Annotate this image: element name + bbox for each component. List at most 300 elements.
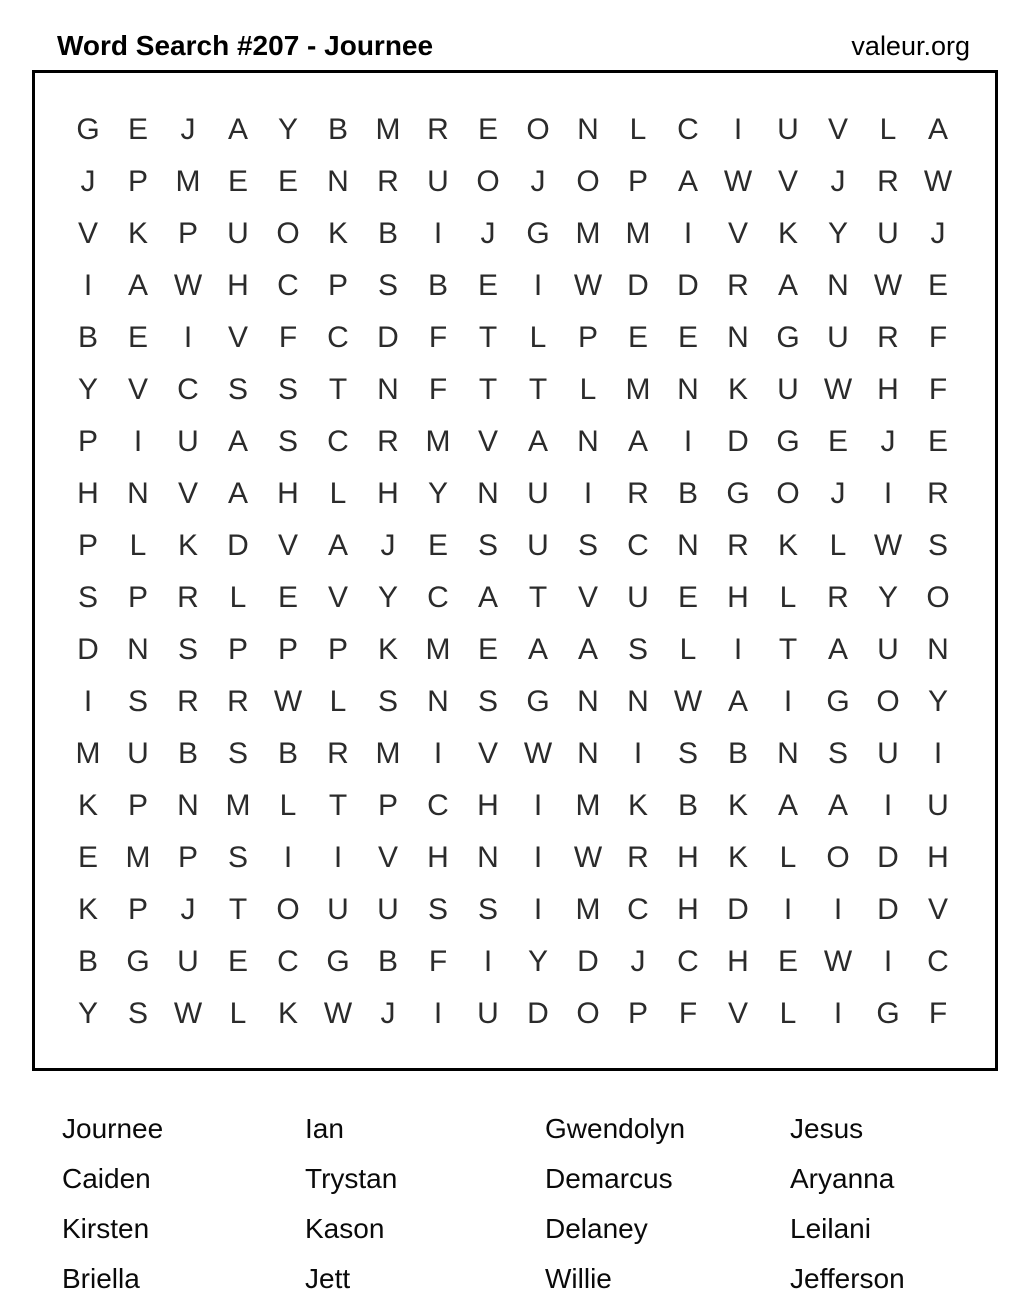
grid-cell[interactable]: P (627, 165, 648, 198)
grid-cell[interactable]: S (277, 373, 298, 406)
grid-cell[interactable]: W (923, 165, 953, 198)
grid-cell[interactable]: A (827, 633, 848, 666)
grid-cell[interactable]: D (877, 841, 899, 874)
grid-cell[interactable]: B (277, 737, 298, 770)
grid-cell[interactable]: K (377, 633, 398, 666)
grid-cell[interactable]: L (879, 113, 897, 146)
grid-cell[interactable]: H (727, 945, 749, 978)
grid-cell[interactable]: L (829, 529, 847, 562)
grid-cell[interactable]: G (526, 685, 550, 718)
grid-cell[interactable]: A (777, 269, 798, 302)
grid-cell[interactable]: R (877, 321, 899, 354)
grid-cell[interactable]: V (827, 113, 848, 146)
grid-cell[interactable]: K (727, 841, 748, 874)
grid-cell[interactable]: C (327, 321, 349, 354)
grid-cell[interactable]: I (533, 789, 543, 822)
grid-cell[interactable]: T (328, 789, 348, 822)
grid-cell[interactable]: P (327, 269, 348, 302)
grid-cell[interactable]: W (573, 841, 603, 874)
grid-cell[interactable]: I (533, 893, 543, 926)
grid-cell[interactable]: U (377, 893, 399, 926)
grid-cell[interactable]: L (529, 321, 547, 354)
grid-cell[interactable]: C (277, 269, 299, 302)
grid-cell[interactable]: N (477, 477, 499, 510)
grid-cell[interactable]: N (177, 789, 199, 822)
grid-cell[interactable]: R (377, 425, 399, 458)
grid-cell[interactable]: E (777, 945, 798, 978)
grid-cell[interactable]: P (127, 893, 148, 926)
grid-cell[interactable]: I (333, 841, 343, 874)
grid-cell[interactable]: R (877, 165, 899, 198)
grid-cell[interactable]: A (227, 425, 248, 458)
grid-cell[interactable]: I (883, 789, 893, 822)
grid-cell[interactable]: C (677, 113, 699, 146)
grid-cell[interactable]: F (278, 321, 298, 354)
grid-cell[interactable]: Y (827, 217, 848, 250)
grid-cell[interactable]: S (927, 529, 948, 562)
grid-cell[interactable]: U (777, 113, 799, 146)
grid-cell[interactable]: O (276, 217, 300, 250)
grid-cell[interactable]: V (227, 321, 248, 354)
grid-cell[interactable]: M (425, 633, 451, 666)
grid-cell[interactable]: K (77, 789, 98, 822)
grid-cell[interactable]: B (377, 945, 398, 978)
grid-cell[interactable]: I (733, 633, 743, 666)
grid-cell[interactable]: V (327, 581, 348, 614)
grid-cell[interactable]: S (227, 373, 248, 406)
grid-cell[interactable]: N (427, 685, 449, 718)
grid-cell[interactable]: M (75, 737, 101, 770)
grid-cell[interactable]: F (928, 373, 948, 406)
grid-cell[interactable]: A (527, 633, 548, 666)
grid-cell[interactable]: A (227, 113, 248, 146)
grid-cell[interactable]: N (927, 633, 949, 666)
grid-cell[interactable]: E (477, 113, 498, 146)
grid-cell[interactable]: I (533, 269, 543, 302)
grid-cell[interactable]: P (277, 633, 298, 666)
grid-cell[interactable]: J (630, 945, 646, 978)
grid-cell[interactable]: J (830, 477, 846, 510)
grid-cell[interactable]: S (127, 997, 148, 1030)
grid-cell[interactable]: R (627, 841, 649, 874)
grid-cell[interactable]: K (277, 997, 298, 1030)
grid-cell[interactable]: N (777, 737, 799, 770)
grid-cell[interactable]: P (177, 841, 198, 874)
grid-cell[interactable]: T (328, 373, 348, 406)
grid-cell[interactable]: D (727, 893, 749, 926)
grid-cell[interactable]: O (476, 165, 500, 198)
grid-cell[interactable]: A (327, 529, 348, 562)
grid-cell[interactable]: P (77, 529, 98, 562)
grid-cell[interactable]: E (127, 113, 148, 146)
grid-cell[interactable]: S (477, 685, 498, 718)
grid-cell[interactable]: U (527, 477, 549, 510)
grid-cell[interactable]: L (779, 581, 797, 614)
grid-cell[interactable]: O (826, 841, 850, 874)
grid-cell[interactable]: S (427, 893, 448, 926)
grid-cell[interactable]: I (83, 685, 93, 718)
grid-cell[interactable]: H (77, 477, 99, 510)
grid-cell[interactable]: N (677, 373, 699, 406)
grid-cell[interactable]: A (727, 685, 748, 718)
grid-cell[interactable]: G (126, 945, 150, 978)
grid-cell[interactable]: I (433, 737, 443, 770)
grid-cell[interactable]: S (77, 581, 98, 614)
grid-cell[interactable]: W (673, 685, 703, 718)
grid-cell[interactable]: J (530, 165, 546, 198)
grid-cell[interactable]: N (627, 685, 649, 718)
grid-cell[interactable]: F (928, 321, 948, 354)
grid-cell[interactable]: O (576, 165, 600, 198)
grid-cell[interactable]: H (927, 841, 949, 874)
grid-cell[interactable]: M (575, 789, 601, 822)
grid-cell[interactable]: Y (77, 997, 98, 1030)
grid-cell[interactable]: I (833, 893, 843, 926)
grid-cell[interactable]: S (377, 269, 398, 302)
grid-cell[interactable]: G (76, 113, 100, 146)
grid-cell[interactable]: O (926, 581, 950, 614)
grid-cell[interactable]: U (227, 217, 249, 250)
grid-cell[interactable]: M (575, 893, 601, 926)
grid-cell[interactable]: C (327, 425, 349, 458)
grid-cell[interactable]: A (227, 477, 248, 510)
grid-cell[interactable]: A (627, 425, 648, 458)
grid-cell[interactable]: P (77, 425, 98, 458)
grid-cell[interactable]: V (927, 893, 948, 926)
grid-cell[interactable]: N (577, 685, 599, 718)
grid-cell[interactable]: W (873, 269, 903, 302)
grid-cell[interactable]: N (377, 373, 399, 406)
grid-cell[interactable]: K (627, 789, 648, 822)
grid-cell[interactable]: K (777, 529, 798, 562)
grid-cell[interactable]: D (677, 269, 699, 302)
grid-cell[interactable]: G (876, 997, 900, 1030)
grid-cell[interactable]: E (227, 945, 248, 978)
grid-cell[interactable]: I (933, 737, 943, 770)
grid-cell[interactable]: L (279, 789, 297, 822)
grid-cell[interactable]: Y (77, 373, 98, 406)
grid-cell[interactable]: U (877, 737, 899, 770)
grid-cell[interactable]: M (225, 789, 251, 822)
grid-cell[interactable]: C (427, 789, 449, 822)
grid-cell[interactable]: R (827, 581, 849, 614)
grid-cell[interactable]: D (577, 945, 599, 978)
grid-cell[interactable]: A (777, 789, 798, 822)
grid-cell[interactable]: P (577, 321, 598, 354)
grid-cell[interactable]: L (779, 841, 797, 874)
grid-cell[interactable]: L (229, 997, 247, 1030)
grid-cell[interactable]: J (80, 165, 96, 198)
grid-cell[interactable]: C (177, 373, 199, 406)
grid-cell[interactable]: S (477, 529, 498, 562)
grid-cell[interactable]: Y (877, 581, 898, 614)
grid-cell[interactable]: C (677, 945, 699, 978)
grid-cell[interactable]: H (677, 841, 699, 874)
grid-cell[interactable]: R (327, 737, 349, 770)
grid-cell[interactable]: I (883, 477, 893, 510)
grid-cell[interactable]: E (627, 321, 648, 354)
grid-cell[interactable]: V (127, 373, 148, 406)
grid-cell[interactable]: V (477, 737, 498, 770)
grid-cell[interactable]: K (727, 373, 748, 406)
grid-cell[interactable]: C (927, 945, 949, 978)
grid-cell[interactable]: H (377, 477, 399, 510)
grid-cell[interactable]: J (380, 997, 396, 1030)
grid-cell[interactable]: V (577, 581, 598, 614)
grid-cell[interactable]: D (77, 633, 99, 666)
grid-cell[interactable]: I (783, 893, 793, 926)
grid-cell[interactable]: S (377, 685, 398, 718)
grid-cell[interactable]: U (777, 373, 799, 406)
grid-cell[interactable]: L (129, 529, 147, 562)
grid-cell[interactable]: C (427, 581, 449, 614)
grid-cell[interactable]: E (677, 321, 698, 354)
grid-cell[interactable]: R (727, 269, 749, 302)
grid-cell[interactable]: B (327, 113, 348, 146)
grid-cell[interactable]: I (433, 997, 443, 1030)
grid-cell[interactable]: U (477, 997, 499, 1030)
grid-cell[interactable]: R (377, 165, 399, 198)
grid-cell[interactable]: I (833, 997, 843, 1030)
grid-cell[interactable]: V (177, 477, 198, 510)
grid-cell[interactable]: P (377, 789, 398, 822)
grid-cell[interactable]: U (427, 165, 449, 198)
grid-cell[interactable]: J (830, 165, 846, 198)
grid-cell[interactable]: O (576, 997, 600, 1030)
grid-cell[interactable]: W (323, 997, 353, 1030)
grid-cell[interactable]: N (577, 425, 599, 458)
grid-cell[interactable]: A (677, 165, 698, 198)
grid-cell[interactable]: K (727, 789, 748, 822)
grid-cell[interactable]: L (779, 997, 797, 1030)
grid-cell[interactable]: E (127, 321, 148, 354)
grid-cell[interactable]: N (827, 269, 849, 302)
grid-cell[interactable]: I (533, 841, 543, 874)
grid-cell[interactable]: L (329, 685, 347, 718)
grid-cell[interactable]: P (127, 789, 148, 822)
grid-cell[interactable]: W (823, 373, 853, 406)
grid-cell[interactable]: K (177, 529, 198, 562)
grid-cell[interactable]: N (727, 321, 749, 354)
grid-cell[interactable]: M (625, 373, 651, 406)
grid-cell[interactable]: R (177, 581, 199, 614)
grid-cell[interactable]: I (83, 269, 93, 302)
grid-cell[interactable]: V (277, 529, 298, 562)
grid-cell[interactable]: U (527, 529, 549, 562)
grid-cell[interactable]: I (733, 113, 743, 146)
grid-cell[interactable]: M (375, 737, 401, 770)
grid-cell[interactable]: B (77, 321, 98, 354)
grid-cell[interactable]: W (273, 685, 303, 718)
grid-cell[interactable]: W (723, 165, 753, 198)
grid-cell[interactable]: F (428, 321, 448, 354)
grid-cell[interactable]: D (627, 269, 649, 302)
grid-cell[interactable]: R (627, 477, 649, 510)
grid-cell[interactable]: M (425, 425, 451, 458)
grid-cell[interactable]: J (180, 893, 196, 926)
grid-cell[interactable]: V (77, 217, 98, 250)
grid-cell[interactable]: W (873, 529, 903, 562)
grid-cell[interactable]: V (377, 841, 398, 874)
grid-cell[interactable]: F (678, 997, 698, 1030)
grid-cell[interactable]: L (629, 113, 647, 146)
grid-cell[interactable]: S (627, 633, 648, 666)
grid-cell[interactable]: U (327, 893, 349, 926)
grid-cell[interactable]: R (227, 685, 249, 718)
grid-cell[interactable]: O (276, 893, 300, 926)
grid-cell[interactable]: L (329, 477, 347, 510)
grid-cell[interactable]: L (679, 633, 697, 666)
grid-cell[interactable]: I (583, 477, 593, 510)
grid-cell[interactable]: T (478, 373, 498, 406)
grid-cell[interactable]: Y (377, 581, 398, 614)
grid-cell[interactable]: S (277, 425, 298, 458)
grid-cell[interactable]: O (876, 685, 900, 718)
grid-cell[interactable]: M (575, 217, 601, 250)
grid-cell[interactable]: I (683, 217, 693, 250)
grid-cell[interactable]: N (477, 841, 499, 874)
grid-cell[interactable]: L (229, 581, 247, 614)
grid-cell[interactable]: R (727, 529, 749, 562)
grid-cell[interactable]: N (677, 529, 699, 562)
grid-cell[interactable]: R (177, 685, 199, 718)
grid-cell[interactable]: V (727, 217, 748, 250)
grid-cell[interactable]: I (483, 945, 493, 978)
grid-cell[interactable]: N (127, 477, 149, 510)
grid-cell[interactable]: W (523, 737, 553, 770)
grid-cell[interactable]: B (177, 737, 198, 770)
grid-cell[interactable]: S (677, 737, 698, 770)
grid-cell[interactable]: K (777, 217, 798, 250)
grid-cell[interactable]: G (776, 321, 800, 354)
grid-cell[interactable]: B (77, 945, 98, 978)
grid-cell[interactable]: E (927, 269, 948, 302)
grid-cell[interactable]: K (327, 217, 348, 250)
grid-cell[interactable]: E (477, 633, 498, 666)
grid-cell[interactable]: A (527, 425, 548, 458)
grid-cell[interactable]: V (477, 425, 498, 458)
grid-cell[interactable]: J (880, 425, 896, 458)
grid-cell[interactable]: S (227, 737, 248, 770)
grid-cell[interactable]: I (183, 321, 193, 354)
grid-cell[interactable]: K (127, 217, 148, 250)
grid-cell[interactable]: Y (527, 945, 548, 978)
grid-cell[interactable]: C (277, 945, 299, 978)
grid-cell[interactable]: U (877, 633, 899, 666)
grid-cell[interactable]: H (677, 893, 699, 926)
grid-cell[interactable]: K (77, 893, 98, 926)
grid-cell[interactable]: G (826, 685, 850, 718)
grid-cell[interactable]: H (477, 789, 499, 822)
grid-cell[interactable]: B (377, 217, 398, 250)
grid-cell[interactable]: G (326, 945, 350, 978)
grid-cell[interactable]: J (480, 217, 496, 250)
grid-cell[interactable]: U (877, 217, 899, 250)
grid-cell[interactable]: I (433, 217, 443, 250)
grid-cell[interactable]: H (877, 373, 899, 406)
grid-cell[interactable]: M (625, 217, 651, 250)
grid-cell[interactable]: P (227, 633, 248, 666)
grid-cell[interactable]: B (677, 477, 698, 510)
grid-cell[interactable]: A (827, 789, 848, 822)
grid-cell[interactable]: J (380, 529, 396, 562)
grid-cell[interactable]: A (477, 581, 498, 614)
grid-cell[interactable]: T (778, 633, 798, 666)
grid-cell[interactable]: U (177, 945, 199, 978)
grid-cell[interactable]: G (776, 425, 800, 458)
grid-cell[interactable]: A (927, 113, 948, 146)
grid-cell[interactable]: S (177, 633, 198, 666)
grid-cell[interactable]: H (427, 841, 449, 874)
grid-cell[interactable]: H (277, 477, 299, 510)
grid-cell[interactable]: S (477, 893, 498, 926)
grid-cell[interactable]: E (927, 425, 948, 458)
grid-cell[interactable]: C (627, 893, 649, 926)
grid-cell[interactable]: L (579, 373, 597, 406)
grid-cell[interactable]: W (823, 945, 853, 978)
grid-cell[interactable]: N (327, 165, 349, 198)
grid-cell[interactable]: U (177, 425, 199, 458)
grid-cell[interactable]: E (277, 165, 298, 198)
grid-cell[interactable]: I (283, 841, 293, 874)
grid-cell[interactable]: R (927, 477, 949, 510)
grid-cell[interactable]: P (127, 165, 148, 198)
grid-cell[interactable]: D (377, 321, 399, 354)
grid-cell[interactable]: Y (277, 113, 298, 146)
grid-cell[interactable]: C (627, 529, 649, 562)
grid-cell[interactable]: D (877, 893, 899, 926)
grid-cell[interactable]: D (727, 425, 749, 458)
grid-cell[interactable]: B (727, 737, 748, 770)
grid-cell[interactable]: E (827, 425, 848, 458)
grid-cell[interactable]: N (577, 113, 599, 146)
grid-cell[interactable]: I (633, 737, 643, 770)
grid-cell[interactable]: H (727, 581, 749, 614)
grid-cell[interactable]: H (227, 269, 249, 302)
grid-cell[interactable]: E (677, 581, 698, 614)
grid-cell[interactable]: D (527, 997, 549, 1030)
grid-cell[interactable]: J (180, 113, 196, 146)
grid-cell[interactable]: U (827, 321, 849, 354)
grid-cell[interactable]: E (477, 269, 498, 302)
grid-cell[interactable]: I (883, 945, 893, 978)
grid-cell[interactable]: R (427, 113, 449, 146)
grid-cell[interactable]: W (573, 269, 603, 302)
grid-cell[interactable]: B (427, 269, 448, 302)
grid-cell[interactable]: M (375, 113, 401, 146)
grid-cell[interactable]: V (727, 997, 748, 1030)
grid-cell[interactable]: O (776, 477, 800, 510)
grid-cell[interactable]: P (627, 997, 648, 1030)
grid-cell[interactable]: U (627, 581, 649, 614)
grid-cell[interactable]: A (577, 633, 598, 666)
grid-cell[interactable]: N (127, 633, 149, 666)
grid-cell[interactable]: M (125, 841, 151, 874)
grid-cell[interactable]: E (77, 841, 98, 874)
grid-cell[interactable]: V (777, 165, 798, 198)
grid-cell[interactable]: U (927, 789, 949, 822)
grid-cell[interactable]: S (827, 737, 848, 770)
grid-cell[interactable]: F (428, 945, 448, 978)
grid-cell[interactable]: J (930, 217, 946, 250)
grid-cell[interactable]: T (228, 893, 248, 926)
grid-cell[interactable]: T (528, 373, 548, 406)
grid-cell[interactable]: E (227, 165, 248, 198)
grid-cell[interactable]: O (526, 113, 550, 146)
grid-cell[interactable]: F (428, 373, 448, 406)
grid-cell[interactable]: P (127, 581, 148, 614)
grid-cell[interactable]: S (227, 841, 248, 874)
